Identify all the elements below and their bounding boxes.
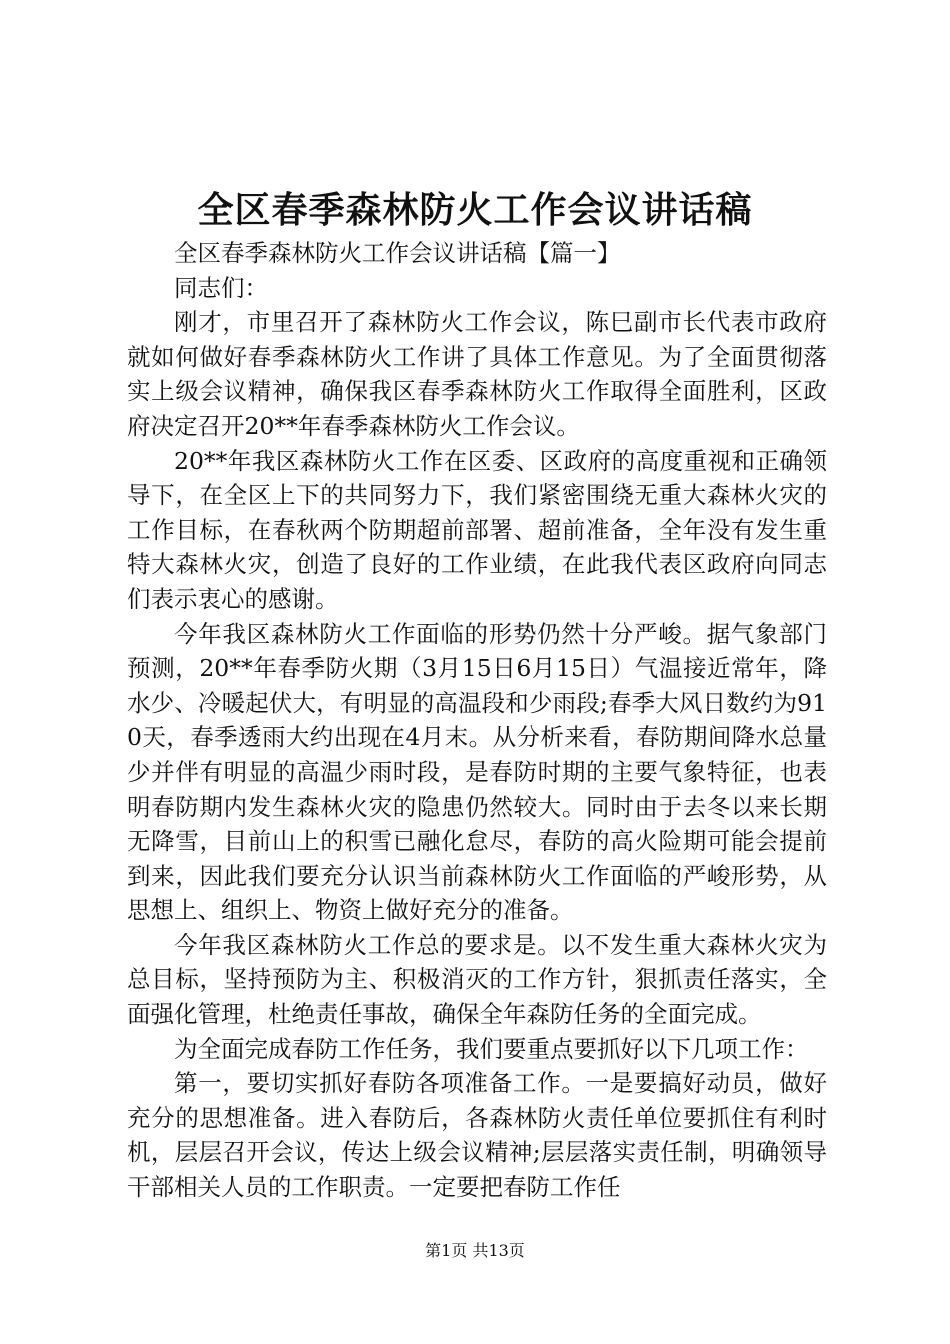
document-body — [127, 236, 827, 1205]
section-heading: 全区春季森林防火工作会议讲话稿【篇一】 — [174, 239, 621, 267]
paragraph: 20**年我区森林防火工作在区委、区政府的高度重视和正确领导下，在全区上下的共同努力下，我们紧密围绕无重大森林火灾的工作目标，在春秋两个防期超前部署、超前准备，全年没有发生重特大森林火灾，创造了良好的工作业绩，在此我代表区政府向同志们表示衷心的感谢。 — [127, 446, 827, 613]
page-footer: 第1页 共13页 — [425, 1241, 525, 1260]
paragraph: 第一，要切实抓好春防各项准备工作。一是要搞好动员，做好充分的思想准备。进入春防后，各森林防火责任单位要抓住有利时机，层层召开会议，传达上级会议精神;层层落实责任制，明确领导干部相关人员的工作职责。一定要把春防工作任 — [127, 1069, 827, 1202]
paragraph: 刚才，市里召开了森林防火工作会议，陈巳副市长代表市政府就如何做好春季森林防火工作讲了具体工作意见。为了全面贯彻落实上级会议精神，确保我区春季森林防火工作取得全面胜利，区政府决定召开20**年春季森林防火工作会议。 — [127, 308, 827, 440]
paragraph: 今年我区森林防火工作总的要求是。以不发生重大森林火灾为总目标，坚持预防为主、积极消灭的工作方针，狠抓责任落实，全面强化管理，杜绝责任事故，确保全年森防任务的全面完成。 — [127, 930, 827, 1029]
paragraph: 为全面完成春防工作任务，我们要重点要抓好以下几项工作： — [174, 1034, 809, 1063]
document-title: 全区春季森林防火工作会议讲话稿 — [197, 189, 753, 231]
salutation: 同志们： — [174, 273, 268, 302]
paragraph: 今年我区森林防火工作面临的形势仍然十分严峻。据气象部门预测，20**年春季防火期（3月15日6月15日）气温接近常年，降水少、冷暖起伏大，有明显的高温段和少雨段;春季大风日数约为910天，春季透雨大约出现在4月末。从分析来看，春防期间降水总量少并伴有明显的高温少雨时段，是春防时期的主要气象特征，也表明春防期内发生森林火灾的隐患仍然较大。同时由于去冬以来长期无降雪，目前山上的积雪已融化怠尽，春防的高火险期可能会提前到来，因此我们要充分认识当前森林防火工作面临的严峻形势，从思想上、组织上、物资上做好充分的准备。 — [127, 619, 827, 925]
